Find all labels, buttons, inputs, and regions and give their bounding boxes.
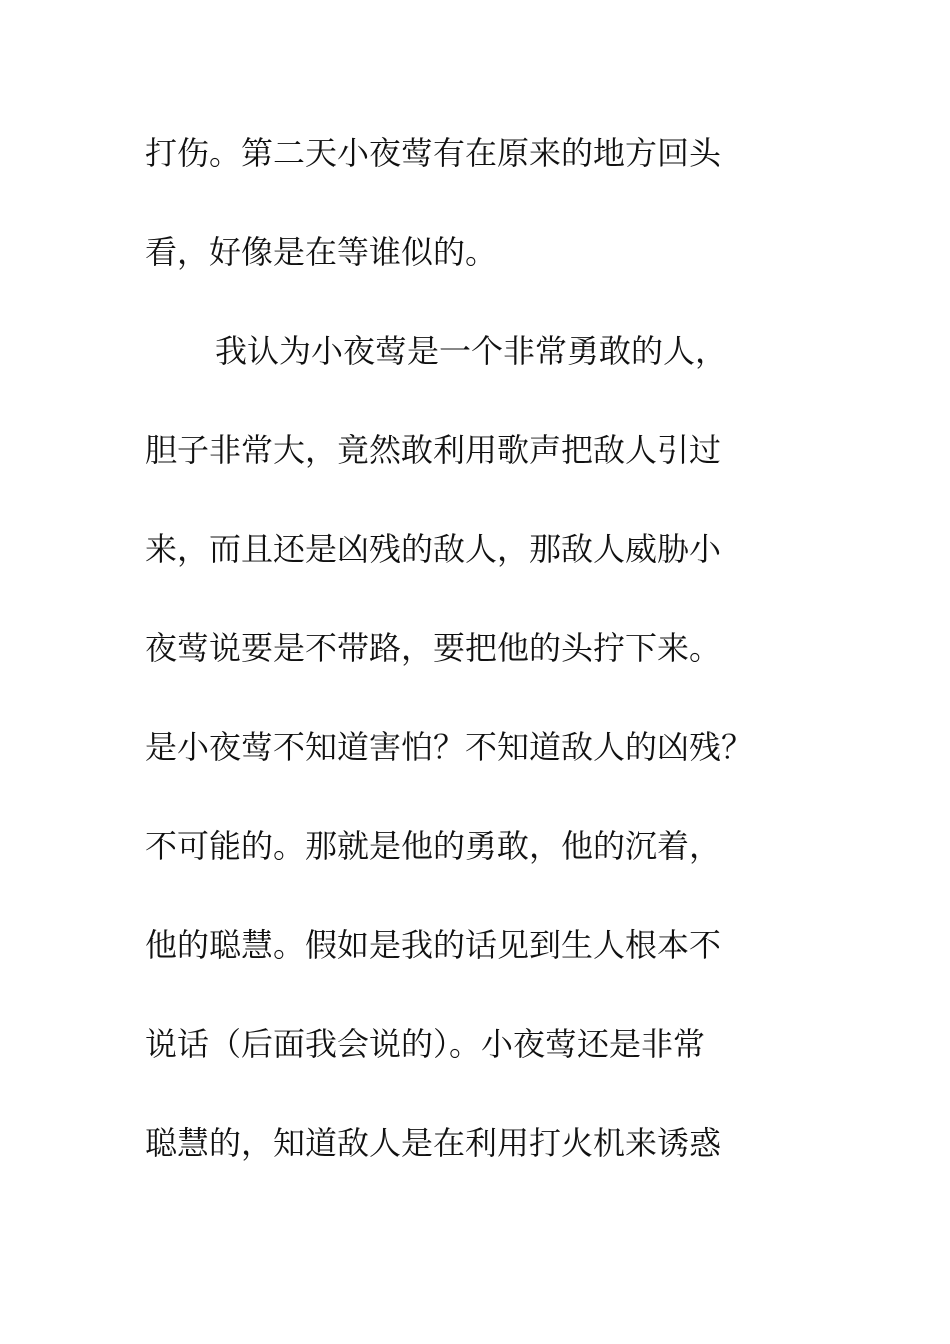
text-line: 不可能的。那就是他的勇敢，他的沉着， bbox=[145, 827, 722, 865]
paragraph-start-line: 我认为小夜莺是一个非常勇敢的人， bbox=[215, 332, 728, 370]
text-line: 是小夜莺不知道害怕？不知道敌人的凶残？ bbox=[145, 728, 754, 766]
text-line: 来，而且还是凶残的敌人，那敌人威胁小 bbox=[145, 530, 722, 568]
text-line: 胆子非常大，竟然敢利用歌声把敌人引过 bbox=[145, 431, 722, 469]
text-line: 说话（后面我会说的）。小夜莺还是非常 bbox=[145, 1025, 706, 1063]
text-line: 打伤。第二天小夜莺有在原来的地方回头 bbox=[145, 134, 722, 172]
text-line: 聪慧的，知道敌人是在利用打火机来诱惑 bbox=[145, 1124, 722, 1162]
body-text bbox=[145, 128, 795, 1217]
text-line: 看，好像是在等谁似的。 bbox=[145, 233, 498, 271]
text-line: 他的聪慧。假如是我的话见到生人根本不 bbox=[145, 926, 722, 964]
text-line: 夜莺说要是不带路，要把他的头拧下来。 bbox=[145, 629, 722, 667]
